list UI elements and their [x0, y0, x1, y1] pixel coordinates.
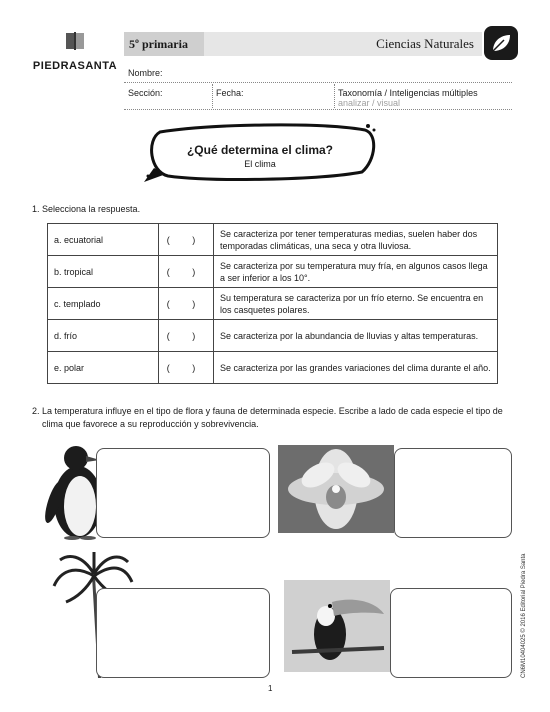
date-field-label: Fecha: — [216, 88, 244, 98]
table-row — [48, 320, 498, 352]
brand-logo — [30, 30, 120, 74]
answer-box-toucan[interactable] — [390, 588, 512, 678]
question-1: 1. Selecciona la respuesta. — [32, 204, 141, 214]
table-row — [48, 224, 498, 256]
answer-parentheses[interactable]: ( ) — [159, 256, 214, 288]
table-row — [48, 288, 498, 320]
question-2-line-2: clima que favorece a su reproducción y sobrevivencia. — [42, 419, 259, 429]
page-subtitle: El clima — [244, 159, 276, 169]
name-field-label: Nombre: — [128, 68, 163, 78]
option-description: Se caracteriza por su temperatura muy fría, en algunos casos llega a ser inferior a los 10°. — [214, 256, 498, 288]
answer-parentheses[interactable]: ( ) — [159, 320, 214, 352]
name-line — [124, 82, 512, 83]
section-field-label: Sección: — [128, 88, 163, 98]
header-band — [124, 32, 482, 56]
option-description: Su temperatura se caracteriza por un frío eterno. Se encuentra en los casquetes polares. — [214, 288, 498, 320]
taxonomy-hint: analizar / visual — [338, 98, 401, 108]
answer-box-orchid[interactable] — [394, 448, 512, 538]
climate-table — [47, 223, 498, 384]
answer-box-penguin[interactable] — [96, 448, 270, 538]
table-row — [48, 352, 498, 384]
field-divider — [212, 84, 213, 108]
option-description: Se caracteriza por tener temperaturas medias, suelen haber dos temporadas climáticas, una seca y otra lluviosa. — [214, 224, 498, 256]
copyright-text: CN6M10404025 © 2016 Editorial Piedra Santa — [521, 553, 527, 678]
option-label: a. ecuatorial — [48, 224, 159, 256]
option-label: c. templado — [48, 288, 159, 320]
question-2-line-1: 2. La temperatura influye en el tipo de flora y fauna de determinada especie. Escribe a lado de cada especie el tipo de — [32, 406, 503, 416]
table-row — [48, 256, 498, 288]
option-description: Se caracteriza por las grandes variaciones del clima durante el año. — [214, 352, 498, 384]
grade-label: 5º primaria — [124, 32, 204, 56]
option-description: Se caracteriza por la abundancia de lluvias y altas temperaturas. — [214, 320, 498, 352]
toucan-image — [284, 580, 390, 672]
page-title: ¿Qué determina el clima? — [186, 143, 334, 157]
orchid-image — [278, 445, 394, 533]
option-label: d. frío — [48, 320, 159, 352]
page-number: 1 — [268, 684, 273, 693]
option-label: b. tropical — [48, 256, 159, 288]
book-icon — [64, 30, 86, 52]
taxonomy-label: Taxonomía / Inteligencias múltiples — [338, 88, 478, 98]
answer-parentheses[interactable]: ( ) — [159, 288, 214, 320]
subject-label: Ciencias Naturales — [376, 36, 474, 51]
answer-parentheses[interactable]: ( ) — [159, 224, 214, 256]
leaf-icon — [484, 26, 518, 60]
field-divider — [334, 84, 335, 108]
option-label: e. polar — [48, 352, 159, 384]
copyright-note — [518, 548, 528, 678]
brand-name: PIEDRASANTA — [32, 60, 118, 72]
fields-bottom-line — [124, 109, 512, 110]
answer-box-palm-tree[interactable] — [96, 588, 270, 678]
answer-parentheses[interactable]: ( ) — [159, 352, 214, 384]
